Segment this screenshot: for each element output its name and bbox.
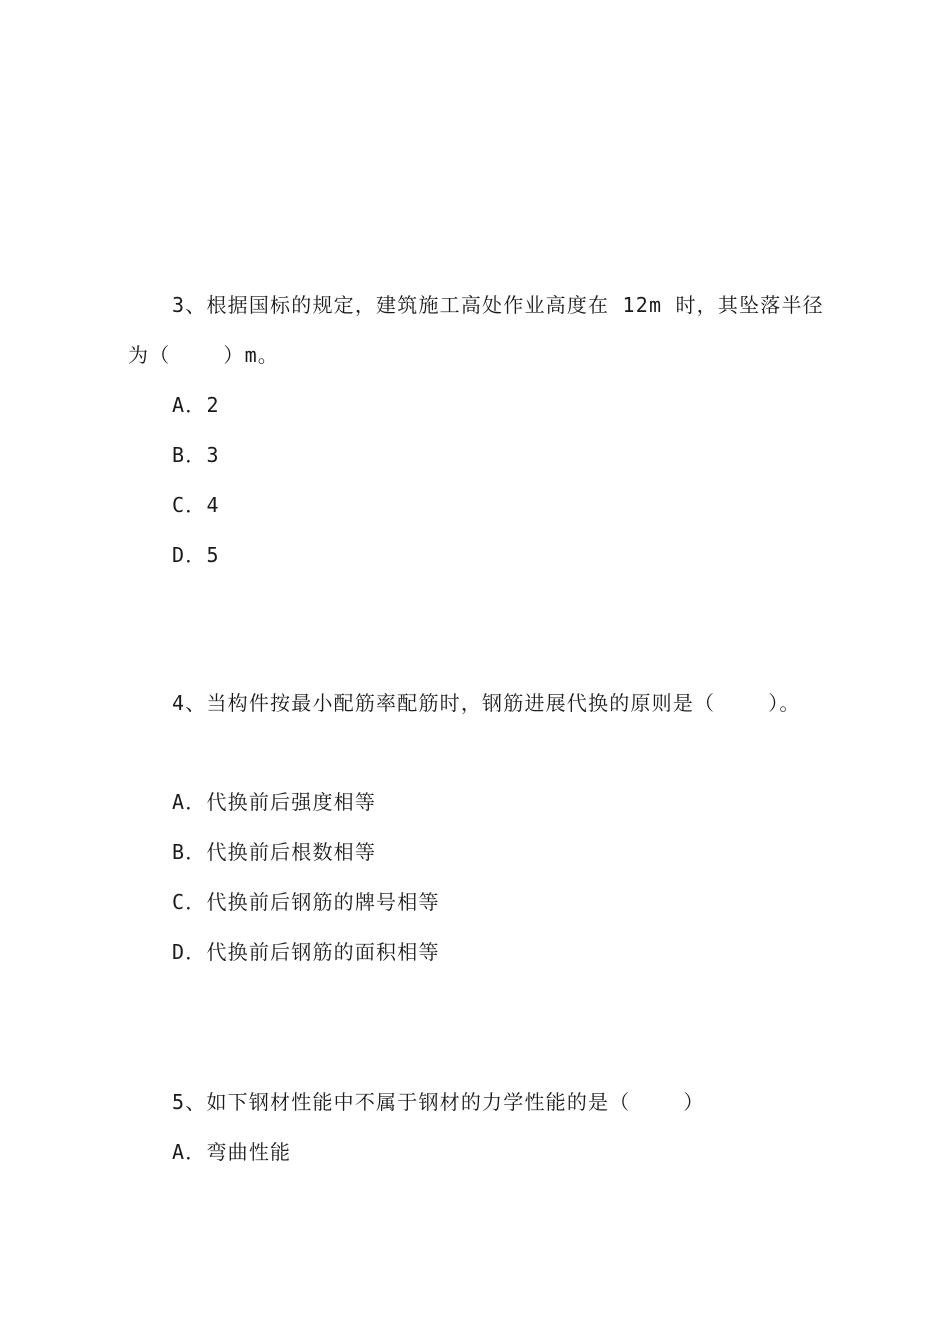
question-4-option-a: A．代换前后强度相等 (172, 790, 377, 814)
question-3-option-a: A．2 (172, 393, 220, 417)
question-3-option-d: D．5 (172, 543, 220, 567)
question-4-option-c: C．代换前后钢筋的牌号相等 (172, 890, 440, 914)
question-5-option-a: A．弯曲性能 (172, 1140, 292, 1164)
question-5-text: 5、如下钢材性能中不属于钢材的力学性能的是（ ） (172, 1090, 705, 1114)
question-3-option-b: B．3 (172, 443, 220, 467)
question-3-option-c: C．4 (172, 493, 220, 517)
question-4-option-d: D．代换前后钢筋的面积相等 (172, 940, 440, 964)
question-4-text: 4、当构件按最小配筋率配筋时，钢筋进展代换的原则是（ ）。 (172, 691, 801, 715)
question-3-text: 3、根据国标的规定，建筑施工高处作业高度在 12m 时，其坠落半径 (172, 293, 824, 317)
question-4-option-b: B．代换前后根数相等 (172, 840, 377, 864)
question-3-text-continued: 为（ ）m。 (128, 343, 280, 367)
